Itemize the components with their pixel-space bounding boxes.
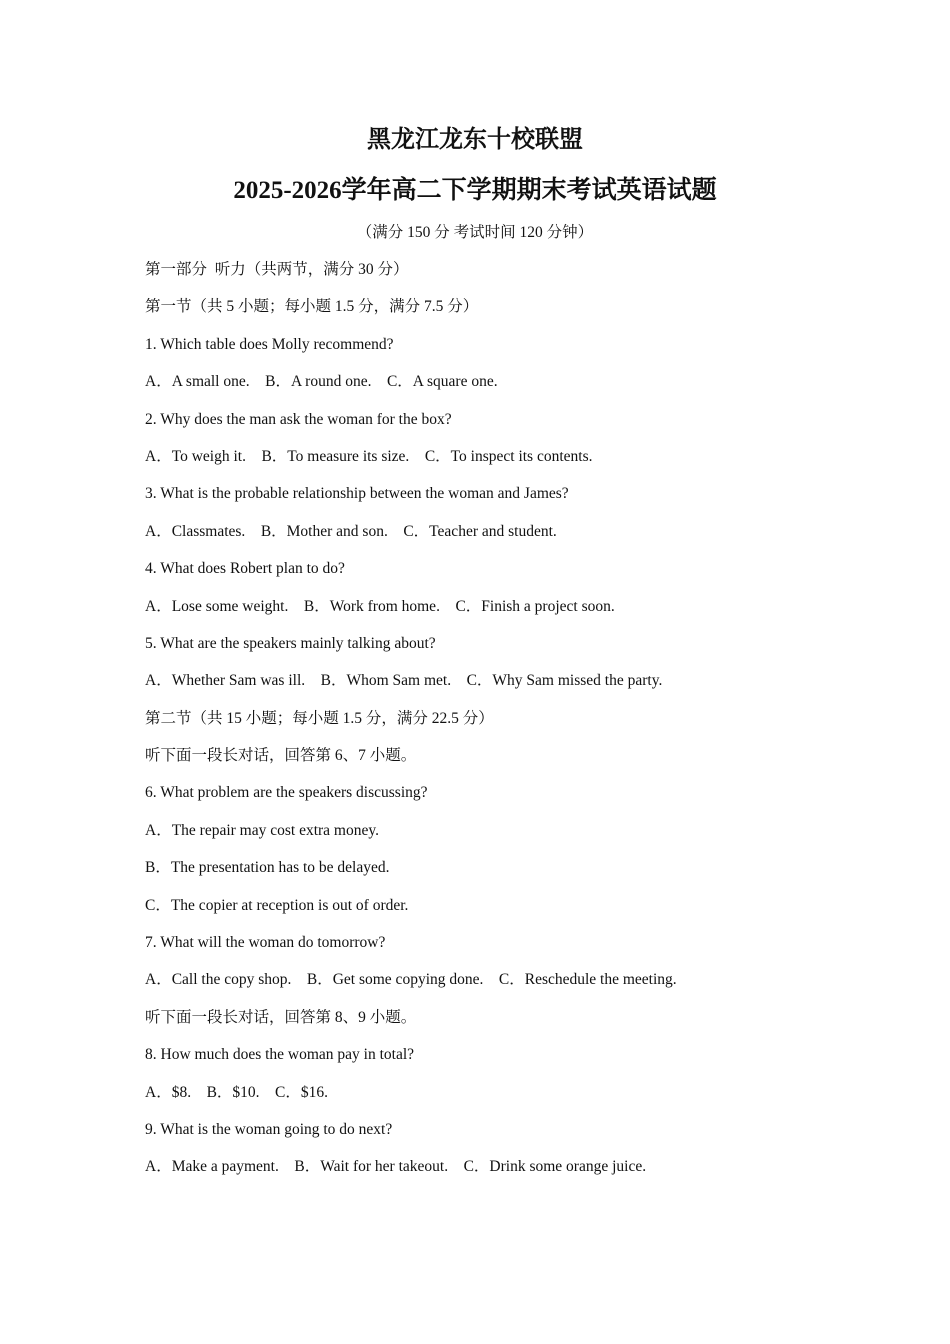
- option-b: B．Get some copying done.: [306, 971, 484, 989]
- option-a: A．$8.: [145, 1083, 192, 1101]
- question-stem: 8. How much does the woman pay in total?: [145, 1046, 415, 1064]
- option-c: C．Why Sam missed the party.: [466, 672, 663, 690]
- option-a: A．Classmates.: [145, 522, 246, 540]
- question-stem: 2. Why does the man ask the woman for the box?: [145, 410, 452, 428]
- question-options: [145, 520, 845, 557]
- option-b: B．$10.: [206, 1083, 260, 1101]
- exam-title-line1: 黑龙江龙东十校联盟: [367, 127, 583, 153]
- option-a: A．To weigh it.: [145, 447, 246, 465]
- exam-title-line2: 2025-2026学年高二下学期期末考试英语试题: [233, 177, 717, 204]
- question-stem: 3. What is the probable relationship between the woman and James?: [145, 485, 569, 503]
- option-c: C．Finish a project soon.: [455, 597, 615, 615]
- option-a: A．Make a payment.: [145, 1158, 279, 1176]
- option-a: A．A small one.: [145, 373, 250, 391]
- question-stem: 5. What are the speakers mainly talking about?: [145, 634, 436, 652]
- option-c: C．Teacher and student.: [403, 522, 557, 540]
- option-a: A．The repair may cost extra money.: [145, 821, 379, 839]
- option-c: C．To inspect its contents.: [424, 447, 593, 465]
- dialog-instruction: 听下面一段长对话，回答第 8、9 小题。: [145, 1008, 417, 1026]
- option-b: B．The presentation has to be delayed.: [145, 859, 390, 877]
- question-stem: 4. What does Robert plan to do?: [145, 560, 345, 578]
- dialog-instruction: 听下面一段长对话，回答第 6、7 小题。: [145, 747, 417, 765]
- question-options: [145, 1081, 845, 1118]
- option-b: B．To measure its size.: [261, 447, 410, 465]
- question-options: [145, 445, 845, 482]
- question-stem: 1. Which table does Molly recommend?: [145, 335, 394, 353]
- question-options: [145, 1155, 845, 1192]
- question-stem: 7. What will the woman do tomorrow?: [145, 934, 386, 952]
- option-b: B．Wait for her takeout.: [294, 1158, 449, 1176]
- option-a: A．Call the copy shop.: [145, 971, 292, 989]
- option-c: C．The copier at reception is out of order.: [145, 896, 409, 914]
- question-options: [145, 968, 845, 1005]
- option-c: C．Reschedule the meeting.: [498, 971, 677, 989]
- exam-subtitle: （满分 150 分 考试时间 120 分钟）: [356, 224, 594, 241]
- option-b: B．Whom Sam met.: [320, 672, 452, 690]
- listening-section: [145, 258, 845, 1193]
- question-options: [145, 595, 845, 632]
- option-a: A．Whether Sam was ill.: [145, 672, 306, 690]
- option-b: B．Work from home.: [303, 597, 440, 615]
- question-options: [145, 669, 845, 706]
- option-b: B．Mother and son.: [260, 522, 388, 540]
- section1-heading: 第一节（共 5 小题；每小题 1.5 分，满分 7.5 分）: [145, 298, 479, 316]
- option-c: C．$16.: [275, 1083, 329, 1101]
- option-b: B．A round one.: [265, 373, 372, 391]
- question-stem: 9. What is the woman going to do next?: [145, 1120, 393, 1138]
- option-a: A．Lose some weight.: [145, 597, 289, 615]
- option-c: C．Drink some orange juice.: [463, 1158, 647, 1176]
- question-stem: 6. What problem are the speakers discussing?: [145, 784, 428, 802]
- option-c: C．A square one.: [386, 373, 498, 391]
- question-options: [145, 370, 845, 407]
- section2-heading: 第二节（共 15 小题；每小题 1.5 分，满分 22.5 分）: [145, 709, 494, 727]
- part1-heading: 第一部分 听力（共两节，满分 30 分）: [145, 261, 409, 278]
